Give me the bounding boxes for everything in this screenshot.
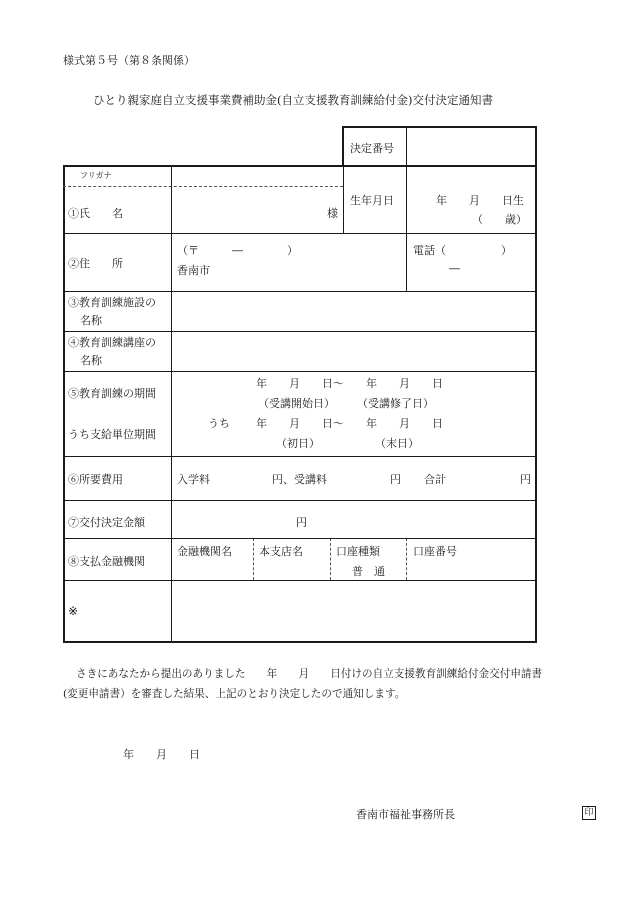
account-number-label: 口座番号	[413, 545, 457, 558]
address-label: ②住 所	[68, 257, 123, 270]
facility-label-name: 名称	[80, 314, 102, 327]
bank-name-label: 金融機関名	[177, 545, 232, 558]
course-fee-yen: 円	[390, 473, 401, 486]
postal-code: （〒 ― ）	[177, 244, 298, 257]
sub-period-captions: （初日） （末日）	[276, 437, 419, 450]
seal-mark: 印	[582, 806, 596, 820]
row-line-8	[63, 580, 537, 581]
amount-yen: 円	[296, 516, 307, 529]
sub-period-label: うち支給単位期間	[68, 428, 156, 441]
account-type-label: 口座種類	[336, 545, 380, 558]
seal-wrapper	[582, 805, 596, 820]
facility-label: ③教育訓練施設の	[68, 296, 156, 309]
phone-divider	[406, 233, 407, 291]
row-line-1	[63, 233, 537, 234]
period-dates: 年 月 日～ 年 月 日	[256, 377, 443, 390]
branch-name-label: 本支店名	[259, 545, 303, 558]
bank-label: ⑧支払金融機関	[68, 555, 145, 568]
row-line-5	[63, 456, 537, 457]
course-label-name: 名称	[80, 354, 102, 367]
birth-label: 生年月日	[350, 194, 394, 207]
form-number: 様式第５号（第８条関係）	[63, 54, 195, 67]
bank-divider-1	[253, 538, 254, 580]
furigana-label: フリガナ	[80, 171, 112, 180]
age: （ 歳）	[472, 213, 527, 226]
notice-line-2: (変更申請書）を審査した結果、上記のとおり決定したので通知します。	[63, 688, 406, 700]
sub-period-prefix: うち	[208, 417, 230, 430]
birth-left-divider	[343, 165, 344, 233]
address-city: 香南市	[177, 264, 210, 277]
bank-divider-2	[330, 538, 331, 580]
account-type-value: 普 通	[352, 565, 385, 578]
sub-period-dates: 年 月 日～ 年 月 日	[256, 417, 443, 430]
furigana-line	[63, 186, 343, 187]
issuer: 香南市福祉事務所長	[356, 808, 455, 821]
amount-label: ⑦交付決定金額	[68, 516, 145, 529]
name-label: ①氏 名	[68, 207, 123, 220]
document-title: ひとり親家庭自立支援事業費補助金(自立支援教育訓練給付金)交付決定通知書	[93, 93, 493, 107]
birth-right-divider	[406, 165, 407, 233]
phone: 電話（ ）	[413, 244, 512, 257]
course-fee-label: 円、受講料	[272, 473, 327, 486]
total-label: 合計	[424, 473, 446, 486]
period-label: ⑤教育訓練の期間	[68, 387, 156, 400]
decision-number-label: 決定番号	[350, 142, 394, 155]
course-label: ④教育訓練講座の	[68, 336, 156, 349]
row-line-4	[63, 371, 537, 372]
entry-fee-label: 入学料	[177, 473, 210, 486]
notice-date: 年 月 日	[123, 748, 200, 761]
phone-dash: ―	[449, 262, 460, 275]
period-captions: （受講開始日） （受講修了日）	[258, 397, 434, 410]
row-line-7	[63, 538, 537, 539]
note-mark: ※	[68, 604, 79, 618]
row-line-3	[63, 331, 537, 332]
label-column-divider	[171, 165, 172, 643]
row-line-2	[63, 291, 537, 292]
birth-date: 年 月 日生	[436, 194, 524, 207]
cost-label: ⑥所要費用	[68, 473, 123, 486]
decision-number-divider	[406, 126, 407, 165]
bank-divider-3	[406, 538, 407, 580]
notice-line-1: さきにあなたから提出のありました 年 月 日付けの自立支援教育訓練給付金交付申請書	[76, 668, 543, 680]
total-yen: 円	[520, 473, 531, 486]
name-suffix: 様	[327, 207, 338, 220]
row-line-6	[63, 500, 537, 501]
